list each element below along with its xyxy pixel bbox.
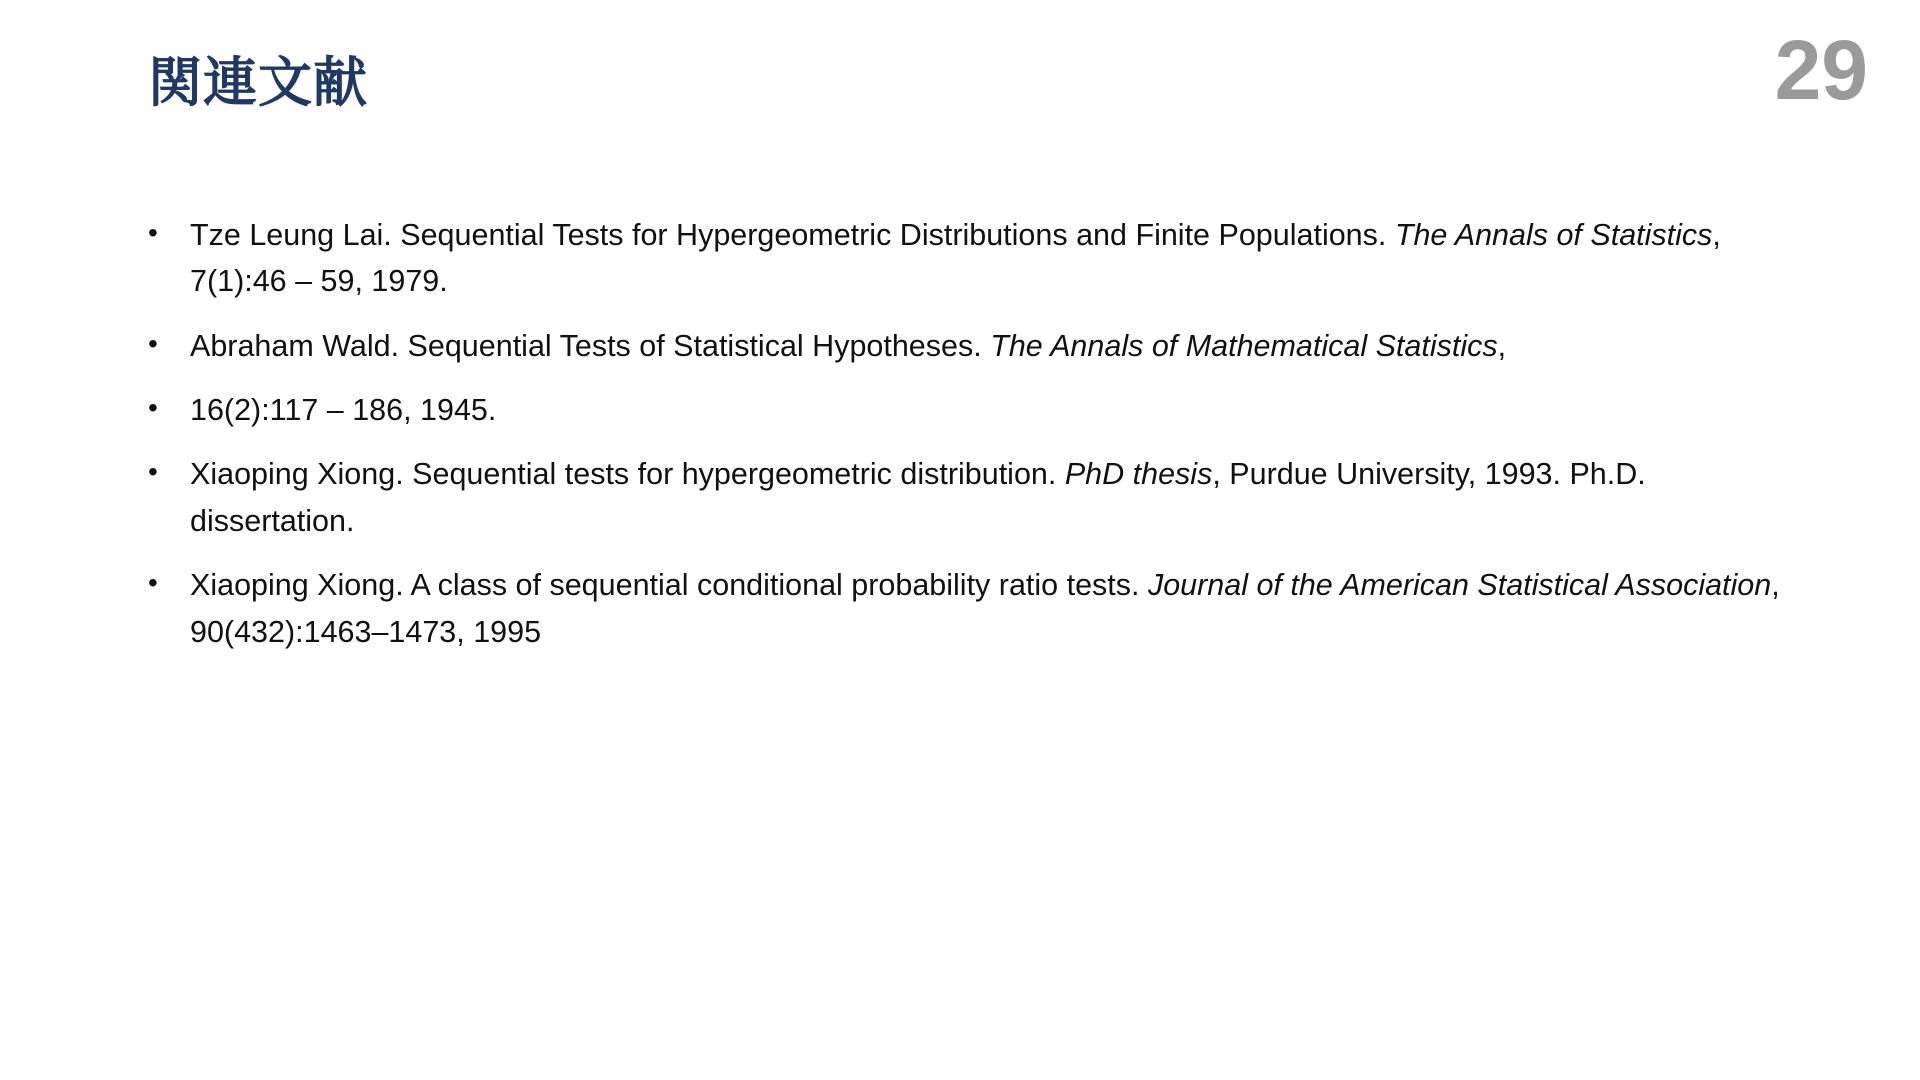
list-item: • Tze Leung Lai. Sequential Tests for Hypergeometric Distributions and Finite Populations. The Annals of Statistics, 7(1):46 – 59, 1979.: [138, 212, 1788, 305]
list-item: • Abraham Wald. Sequential Tests of Statistical Hypotheses. The Annals of Mathematical Statistics,: [138, 323, 1788, 369]
slide-number: 29: [1774, 23, 1868, 117]
page-title: 関連文献: [148, 53, 368, 113]
list-item: • 16(2):117 – 186, 1945.: [138, 387, 1788, 433]
list-item: • Xiaoping Xiong. A class of sequential conditional probability ratio tests. Journal of the American Statistical Association, 90(432):1463–1473, 1995: [138, 562, 1788, 655]
list-item: • Xiaoping Xiong. Sequential tests for hypergeometric distribution. PhD thesis, Purdue University, 1993. Ph.D. dissertation.: [138, 451, 1788, 544]
reference-list: [138, 212, 1788, 673]
